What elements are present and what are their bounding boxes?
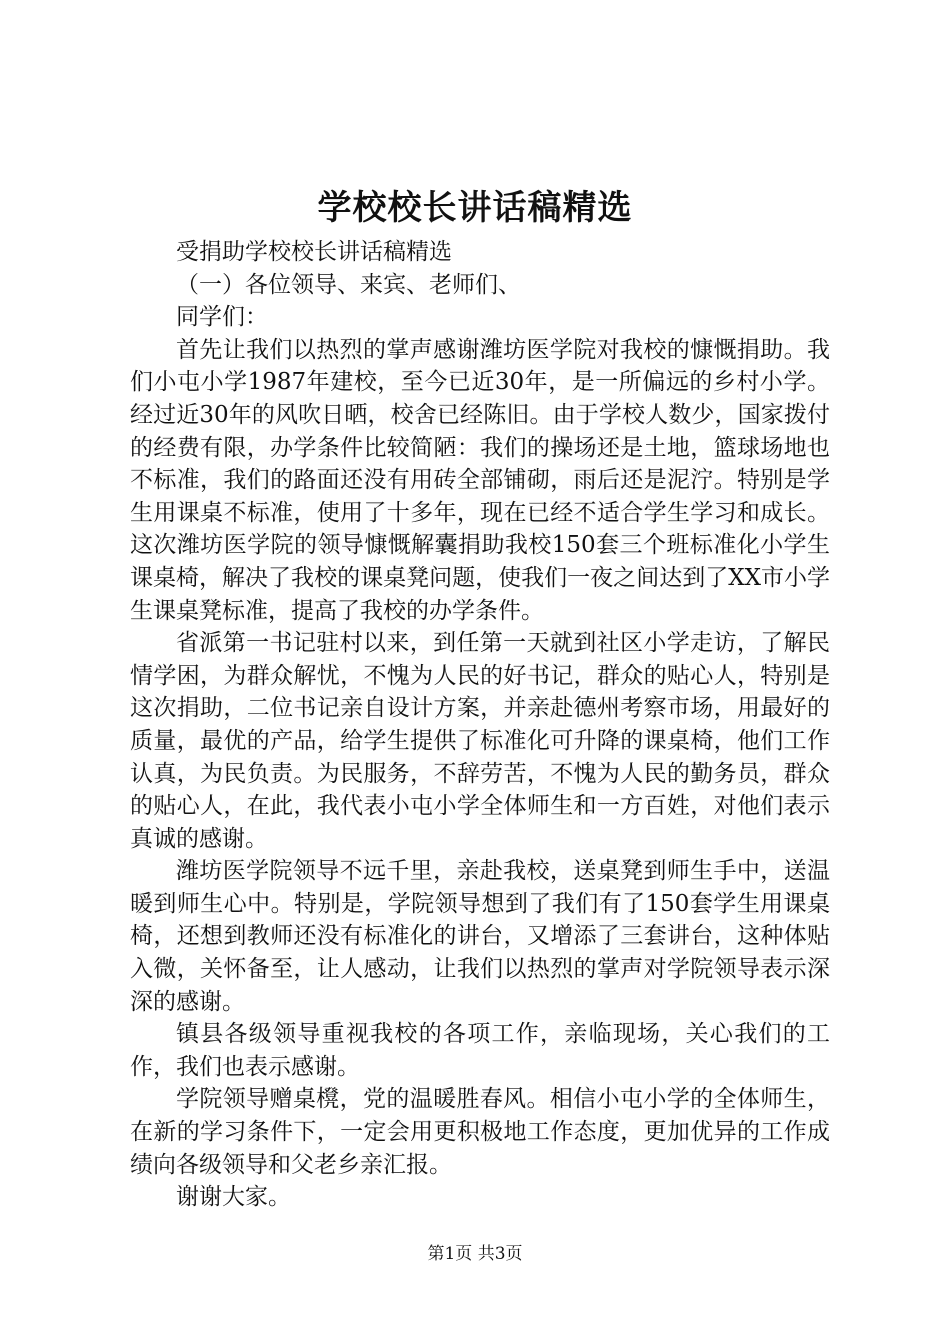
paragraph: 受捐助学校校长讲话稿精选	[176, 239, 452, 265]
paragraph: 学院领导赠桌櫈，党的温暖胜春风。相信小屯小学的全体师生，在新的学习条件下，一定会用更积极地工作态度，更加优异的工作成绩向各级领导和父老乡亲汇报。	[130, 1086, 830, 1178]
paragraph: 同学们：	[176, 304, 268, 331]
page-footer: 第1页 共3页	[427, 1244, 523, 1264]
paragraph: 省派第一书记驻村以来，到任第一天就到社区小学走访，了解民情学困，为群众解忧，不愧为人民的好书记，群众的贴心人，特别是这次捐助，二位书记亲自设计方案，并亲赴德州考察市场，用最好的质量，最优的产品，给学生提供了标准化可升降的课桌椅，他们工作认真，为民负责。为民服务，不辞劳苦，不愧为人民的勤务员，群众的贴心人，在此，我代表小屯小学全体师生和一方百姓，对他们表示真诚的感谢。	[130, 630, 830, 852]
paragraph: 首先让我们以热烈的掌声感谢潍坊医学院对我校的慷慨捐助。我们小屯小学1987年建校，至今已近30年，是一所偏远的乡村小学。经过近30年的风吹日晒，校舍已经陈旧。由于学校人数少，国家拨付的经费有限，办学条件比较简陋：我们的操场还是土地，篮球场地也不标准，我们的路面还没有用砖全部铺砌，雨后还是泥泞。特别是学生用课桌不标准，使用了十多年，现在已经不适合学生学习和成长。这次潍坊医学院的领导慷慨解囊捐助我校150套三个班标准化小学生课桌椅，解决了我校的课桌凳问题，使我们一夜之间达到了XX市小学生课桌凳标准，提高了我校的办学条件。	[130, 336, 830, 624]
paragraph: 镇县各级领导重视我校的各项工作，亲临现场，关心我们的工作，我们也表示感谢。	[130, 1021, 830, 1080]
paragraph: （一）各位领导、来宾、老师们、	[176, 271, 521, 298]
paragraph: 潍坊医学院领导不远千里，亲赴我校，送桌凳到师生手中，送温暖到师生心中。特别是，学院领导想到了我们有了150套学生用课桌椅，还想到教师还没有标准化的讲台，又增添了三套讲台，这种体贴入微，关怀备至，让人感动，让我们以热烈的掌声对学院领导表示深深的感谢。	[130, 858, 830, 1015]
document-title: 学校校长讲话稿精选	[317, 188, 633, 228]
document-body	[130, 236, 830, 1214]
paragraph: 谢谢大家。	[176, 1184, 291, 1211]
